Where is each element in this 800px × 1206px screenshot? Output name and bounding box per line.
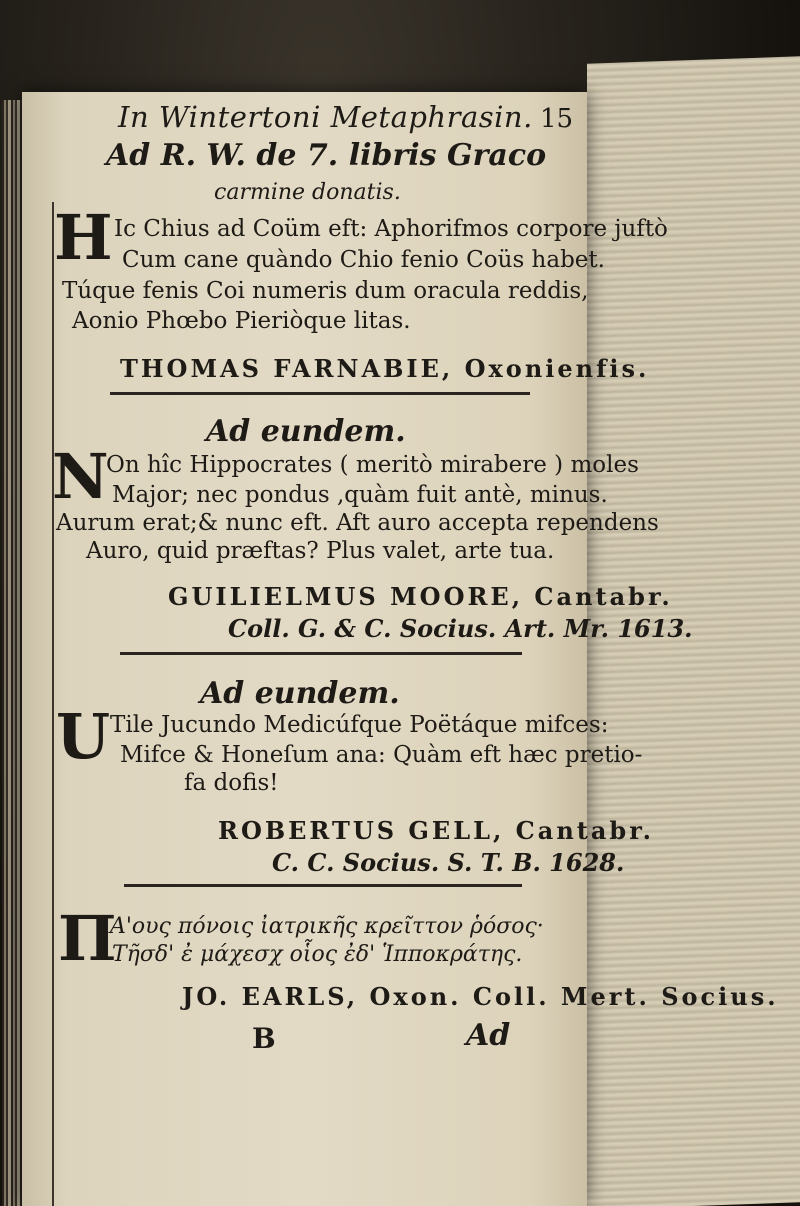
poem-3-line-3: fa dofis! [184, 770, 279, 796]
section-rule [124, 884, 522, 887]
page-margin-line [52, 202, 54, 1206]
poem-2-line-4: Auro, quid præftas? Plus valet, arte tua. [86, 538, 555, 564]
poem-2-initial: N [52, 440, 109, 513]
poem-3-initial: U [56, 700, 111, 773]
poem-2-author: GUILIELMUS MOORE, Cantabr. [168, 582, 673, 611]
page-number: 15 [540, 104, 574, 134]
poem-1-line-4: Aonio Phœbo Pieriòque litas. [72, 308, 411, 334]
poem-2-heading: Ad eundem. [206, 414, 406, 449]
poem-4-author: JO. EARLS, Oxon. Coll. Mert. Socius. [182, 982, 779, 1011]
signature-mark: B [252, 1022, 276, 1055]
poem-1-author: THOMAS FARNABIE, Oxonienfis. [120, 354, 650, 383]
poem-3-heading: Ad eundem. [200, 676, 400, 711]
poem-3-author: ROBERTUS GELL, Cantabr. [218, 816, 654, 845]
poem-3-affiliation: C. C. Socius. S. T. B. 1628. [272, 848, 625, 877]
poem-2-line-3: Aurum erat;& nunc eft. Aft auro accepta rependens [56, 510, 659, 536]
catchword: Ad [466, 1018, 511, 1053]
poem-1-subheading: carmine donatis. [214, 180, 401, 205]
poem-1-line-3: Túque fenis Coi numeris dum oracula reddis, [62, 278, 589, 304]
poem-4-line-1: Α'ους πόνοις ἰατρικῆς κρεῖττον ῥόσος· [110, 914, 544, 939]
page-edge-stack-left [2, 100, 22, 1206]
running-header: In Wintertoni Metaphrasin. [118, 100, 533, 134]
poem-3-line-2: Mifce & Honeſum ana: Quàm eft hæc pretio- [120, 742, 643, 768]
poem-4-initial: Π [58, 902, 117, 975]
section-rule [110, 392, 530, 395]
poem-4-line-2: Tῆσδ' ἐ μάχεσχ οἷος ἐδ' Ἱπποκράτης. [112, 942, 523, 967]
poem-1-line-1: Ic Chius ad Coüm eft: Aphorifmos corpore juftò [114, 216, 668, 242]
poem-2-affiliation: Coll. G. & C. Socius. Art. Mr. 1613. [228, 614, 693, 643]
poem-1-line-2: Cum cane quàndo Chio fenio Coüs habet. [122, 247, 605, 273]
section-rule [120, 652, 522, 655]
poem-1-heading: Ad R. W. de 7. libris Graco [106, 138, 547, 173]
poem-3-line-1: Tile Jucundo Medicúfque Poëtáque mifces: [110, 712, 609, 738]
poem-2-line-1: On hîc Hippocrates ( meritò mirabere ) moles [106, 452, 639, 478]
poem-1-initial: H [54, 201, 113, 274]
book-page [22, 92, 779, 1206]
poem-2-line-2: Major; nec pondus ,quàm fuit antè, minus. [112, 482, 608, 508]
